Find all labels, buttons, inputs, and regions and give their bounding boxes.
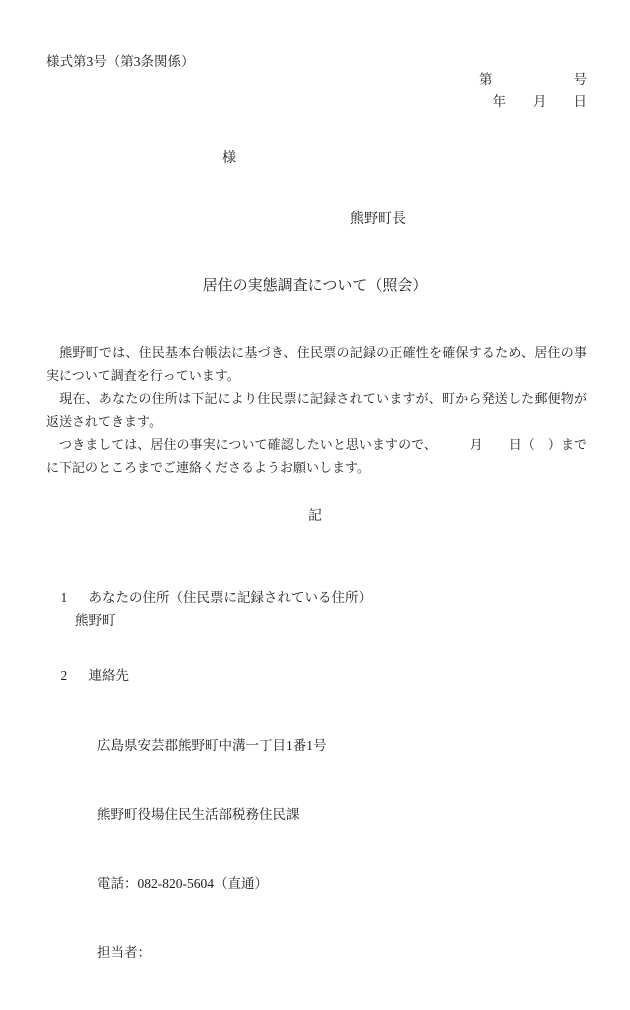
contact-address: 広島県安芸郡熊野町中溝一丁目1番1号: [97, 738, 327, 753]
item-1-label: あなたの住所（住民票に記録されている住所）: [88, 590, 372, 605]
form-number-label: 様式第3号（第3条関係）: [46, 54, 195, 69]
addressee-honorific: 様: [222, 151, 236, 166]
body-text: [46, 341, 587, 479]
item-2-label: 連絡先: [88, 668, 129, 683]
sender-title: 熊野町長: [350, 212, 406, 227]
body-paragraph-1: 熊野町では、住民基本台帳法に基づき、住民票の記録の正確性を確保するため、居住の事実について調査を行っています。: [46, 345, 587, 383]
item-2-number: 2: [60, 668, 68, 683]
ki-marker: 記: [308, 509, 322, 524]
contact-office: 熊野町役場住民生活部税務住民課: [97, 807, 300, 822]
contact-phone: 電話：082-820-5604（直通）: [97, 876, 268, 891]
document-number-line: 第 号: [479, 72, 587, 87]
item-1-number: 1: [60, 590, 68, 605]
body-paragraph-3: つきましては、居住の事実について確認したいと思いますので、 月 日（ ）までに下記のところまでご連絡くださるようお願いします。: [46, 437, 587, 475]
subject-title: 居住の実態調査について（照会）: [202, 278, 428, 294]
issue-date-line: 年 月 日: [492, 94, 587, 109]
body-paragraph-2: 現在、あなたの住所は下記により住民票に記録されていますが、町から発送した郵便物が返送されてきます。: [46, 391, 587, 429]
contact-block: [97, 688, 327, 1010]
item-1-value: 熊野町: [75, 613, 116, 628]
contact-person: 担当者：: [97, 945, 151, 960]
